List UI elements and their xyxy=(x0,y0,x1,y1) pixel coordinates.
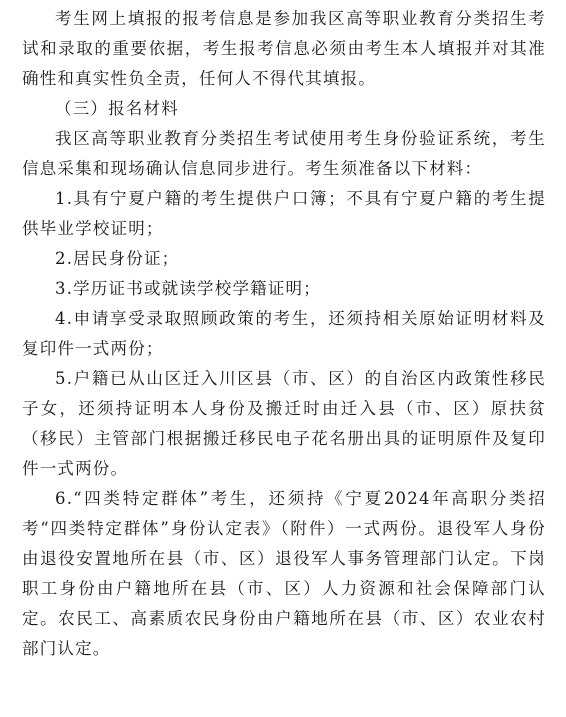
list-item-household-register: 1.具有宁夏户籍的考生提供户口簿；不具有宁夏户籍的考生提供毕业学校证明； xyxy=(22,189,546,238)
list-item-education-certificate: 3.学历证书或就读学校学籍证明； xyxy=(55,279,321,298)
list-item-four-special-groups: 6.“四类特定群体”考生，还须持《宁夏2024年高职分类招考“四类特定群体”身份认定表》（附件）一式两份。退役军人身份由退役安置地所在县（市、区）退役军人事务管理部门认定。下岗职工身份由户籍地所在县（市、区）人力资源和社会保障部门认定。农民工、高素质农民身份由户籍地所在县（市、区）农业农村部门认定。 xyxy=(22,489,546,658)
list-item-relocated-migrants: 5.户籍已从山区迁入川区县（市、区）的自治区内政策性移民子女，还须持证明本人身份及搬迁时由迁入县（市、区）原扶贫（移民）主管部门根据搬迁移民电子花名册出具的证明原件及复印件一式两份。 xyxy=(22,369,546,478)
paragraph-materials-intro: 我区高等职业教育分类招生考试使用考生身份验证系统，考生信息采集和现场确认信息同步进行。考生须准备以下材料： xyxy=(22,129,546,178)
list-item-id-card: 2.居民身份证； xyxy=(55,249,180,268)
section-heading-materials: （三）报名材料 xyxy=(55,99,179,118)
paragraph-registration-info: 考生网上填报的报考信息是参加我区高等职业教育分类招生考试和录取的重要依据，考生报考信息必须由考生本人填报并对其准确性和真实性负全责，任何人不得代其填报。 xyxy=(22,9,546,88)
list-item-preferential-policy: 4.申请享受录取照顾政策的考生，还须持相关原始证明材料及复印件一式两份； xyxy=(22,309,546,358)
